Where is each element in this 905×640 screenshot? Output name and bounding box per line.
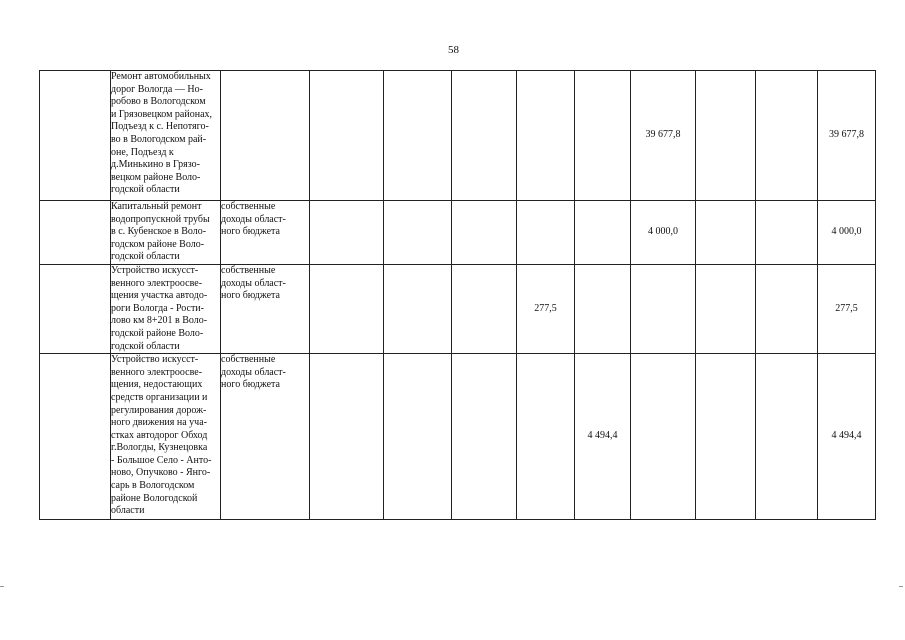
amount-cell (575, 71, 631, 201)
object-name-cell: Ремонт автомобильных дорог Вологда — Но- робово в Вологодском и Грязовецком районах, Подъезд к с. Непотяго- во в Вологодском рай- оне, Подъезд к д.Минькино в Грязо- вецком районе Воло- годской области (111, 71, 221, 201)
empty-cell (40, 354, 111, 520)
funding-source-cell: собственные доходы област- ного бюджета (221, 354, 310, 520)
empty-cell (384, 264, 452, 353)
amount-cell: 39 677,8 (631, 71, 696, 201)
empty-cell (384, 71, 452, 201)
empty-cell (696, 264, 756, 353)
empty-cell (696, 201, 756, 265)
empty-cell (756, 201, 818, 265)
object-name-cell: Устройство искусст- венного электроосве- щения, недостающих средств организации и регулирования дорож- ного движения на уча- стках автодорог Обход г.Вологды, Кузнецовка - Большое Село - Анто- ново, Опучково - Янго- сарь в Вологодском районе Вологодской области (111, 354, 221, 520)
empty-cell (40, 201, 111, 265)
amount-cell (575, 201, 631, 265)
empty-cell (452, 354, 517, 520)
empty-cell (452, 264, 517, 353)
total-cell: 4 494,4 (818, 354, 876, 520)
funding-source-cell (221, 71, 310, 201)
amount-cell (517, 71, 575, 201)
empty-cell (452, 71, 517, 201)
table-row (40, 354, 876, 520)
funding-source-cell: собственные доходы област- ного бюджета (221, 264, 310, 353)
empty-cell (384, 354, 452, 520)
table-row (40, 264, 876, 353)
table-row (40, 71, 876, 201)
scan-mark (899, 586, 903, 587)
empty-cell (310, 354, 384, 520)
empty-cell (696, 354, 756, 520)
empty-cell (452, 201, 517, 265)
total-cell: 4 000,0 (818, 201, 876, 265)
empty-cell (696, 71, 756, 201)
amount-cell: 4 000,0 (631, 201, 696, 265)
amount-cell (631, 264, 696, 353)
empty-cell (756, 71, 818, 201)
empty-cell (756, 264, 818, 353)
empty-cell (40, 264, 111, 353)
amount-cell (575, 264, 631, 353)
empty-cell (310, 201, 384, 265)
total-cell: 39 677,8 (818, 71, 876, 201)
empty-cell (40, 71, 111, 201)
funding-source-cell: собственные доходы област- ного бюджета (221, 201, 310, 265)
object-name-cell: Устройство искусст- венного электроосве- щения участка автодо- роги Вологда - Рости- лово км 8+201 в Воло- годской районе Воло- годской области (111, 264, 221, 353)
object-name-cell: Капитальный ремонт водопропускной трубы в с. Кубенское в Воло- годском районе Воло- годской области (111, 201, 221, 265)
amount-cell (517, 354, 575, 520)
empty-cell (310, 264, 384, 353)
empty-cell (384, 201, 452, 265)
amount-cell: 4 494,4 (575, 354, 631, 520)
scan-mark (0, 586, 4, 587)
table-row (40, 201, 876, 265)
empty-cell (310, 71, 384, 201)
total-cell: 277,5 (818, 264, 876, 353)
amount-cell (517, 201, 575, 265)
page-number: 58 (448, 44, 459, 56)
amount-cell: 277,5 (517, 264, 575, 353)
amount-cell (631, 354, 696, 520)
budget-table (39, 70, 876, 520)
empty-cell (756, 354, 818, 520)
